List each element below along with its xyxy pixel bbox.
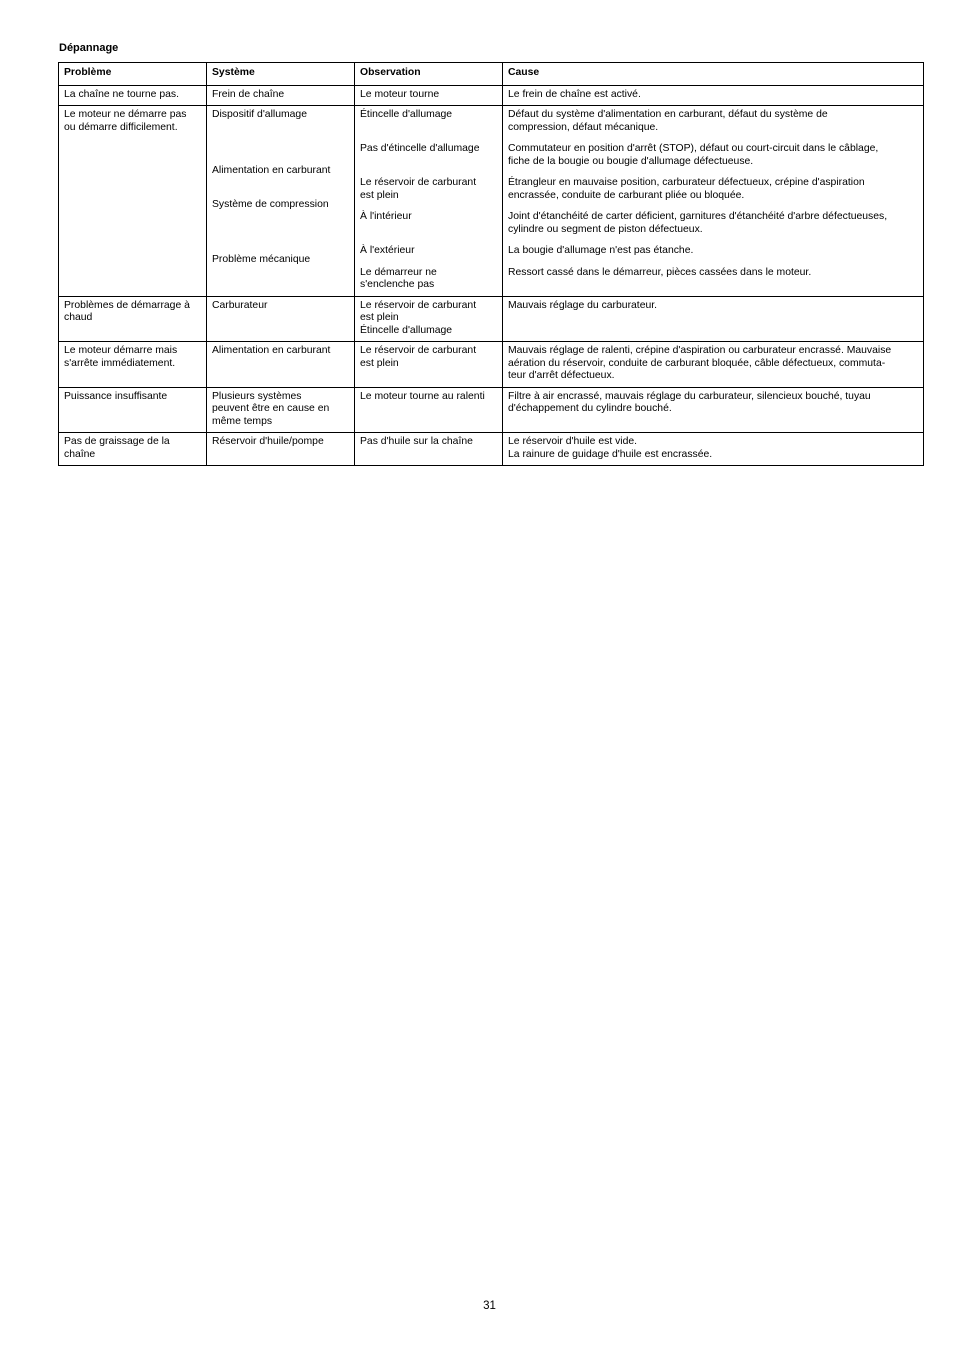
system-text: Réservoir d'huile/pompe	[212, 436, 324, 447]
observation-text: Pas d'huile sur la chaîne	[360, 436, 473, 447]
cause-text: La bougie d'allumage n'est pas étanche.	[508, 245, 694, 256]
system-text: Plusieurs systèmes peuvent être en cause en même temps	[212, 390, 330, 427]
cause-cell	[503, 106, 924, 297]
problem-cell	[59, 342, 207, 388]
cause-text: Ressort cassé dans le démarreur, pièces cassées dans le moteur.	[508, 266, 812, 278]
system-cell	[207, 387, 355, 433]
system-cell	[207, 342, 355, 388]
system-text: Frein de chaîne	[212, 88, 285, 100]
observation-cell	[355, 387, 503, 433]
observation-text: Le moteur tourne au ralenti	[360, 390, 485, 402]
page-number: 31	[483, 1300, 496, 1312]
cause-text: Mauvais réglage de ralenti, crépine d'aspiration ou carburateur encrassé. Mauvaise aération du réservoir, conduite de carburant bloquée, câble défectueux, commuta- teur d'arrêt défectueux.	[508, 345, 892, 381]
table-row	[59, 433, 924, 466]
system-text: Carburateur	[212, 299, 268, 311]
observation-text: Le réservoir de carburant est plein	[360, 345, 477, 369]
table-row	[59, 296, 924, 342]
system-text	[212, 131, 350, 156]
system-cell	[207, 106, 355, 297]
system-text: Alimentation en carburant	[212, 164, 331, 176]
table-row	[59, 106, 924, 297]
system-cell	[207, 433, 355, 466]
problem-text: Le moteur ne démarre pas ou démarre difficilement.	[64, 109, 187, 133]
problem-text: La chaîne ne tourne pas.	[64, 88, 179, 100]
observation-text: Le réservoir de carburant est plein Étincelle d'allumage	[360, 299, 477, 336]
problem-cell	[59, 433, 207, 466]
problem-cell	[59, 296, 207, 342]
header-observation: Observation	[355, 63, 503, 86]
observation-text: À l'intérieur	[360, 211, 412, 222]
section-title: Dépannage	[59, 42, 119, 54]
observation-text: Le moteur tourne	[360, 88, 440, 100]
system-cell	[207, 296, 355, 342]
problem-cell	[59, 85, 207, 106]
observation-cell	[355, 342, 503, 388]
problem-text: Problèmes de démarrage à chaud	[64, 299, 190, 323]
cause-text: Mauvais réglage du carburateur.	[508, 299, 658, 311]
observation-cell	[355, 85, 503, 106]
system-text: Problème mécanique	[212, 254, 311, 265]
cause-text: Filtre à air encrassé, mauvais réglage du carburateur, silencieux bouché, tuyau d'échappement du cylindre bouché.	[508, 390, 871, 414]
observation-cell	[355, 433, 503, 466]
header-problem: Problème	[59, 63, 207, 86]
system-text: Alimentation en carburant	[212, 345, 331, 356]
cause-cell	[503, 342, 924, 388]
problem-text: Pas de graissage de la chaîne	[64, 436, 170, 460]
observation-text: Pas d'étincelle d'allumage	[360, 143, 480, 154]
observation-text: Le réservoir de carburant est plein	[360, 177, 477, 201]
table-row	[59, 85, 924, 106]
cause-text: Étrangleur en mauvaise position, carburateur défectueux, crépine d'aspiration encrassée, conduite de carburant pliée ou bloquée.	[508, 177, 865, 201]
observation-cell	[355, 296, 503, 342]
cause-cell	[503, 296, 924, 342]
header-cause: Cause	[503, 63, 924, 86]
problem-text: Le moteur démarre mais s'arrête immédiatement.	[64, 345, 178, 369]
troubleshooting-table	[58, 62, 924, 466]
cause-text: Commutateur en position d'arrêt (STOP), défaut ou court-circuit dans le câblage, fiche de la bougie ou bougie d'allumage défectueuse.	[508, 143, 879, 167]
problem-cell	[59, 387, 207, 433]
system-text: Système de compression	[212, 198, 329, 210]
table-row	[59, 342, 924, 388]
cause-cell	[503, 85, 924, 106]
cause-text: Le réservoir d'huile est vide. La rainure de guidage d'huile est encrassée.	[508, 436, 713, 460]
cause-cell	[503, 387, 924, 433]
problem-cell	[59, 106, 207, 297]
system-cell	[207, 85, 355, 106]
header-system: Système	[207, 63, 355, 86]
observation-text: Le démarreur ne s'enclenche pas	[360, 266, 437, 290]
cause-text: Le frein de chaîne est activé.	[508, 88, 641, 100]
observation-text: À l'extérieur	[360, 245, 415, 256]
cause-text: Défaut du système d'alimentation en carburant, défaut du système de compression, défaut mécanique.	[508, 109, 828, 133]
table-header-row	[59, 63, 924, 86]
observation-text: Étincelle d'allumage	[360, 109, 453, 120]
observation-cell	[355, 106, 503, 297]
table-row	[59, 387, 924, 433]
cause-text: Joint d'étanchéité de carter déficient, garnitures d'étanchéité d'arbre défectueuses, cylindre ou segment de piston défectueux.	[508, 211, 888, 235]
cause-cell	[503, 433, 924, 466]
system-text	[212, 233, 350, 246]
problem-text: Puissance insuffisante	[64, 390, 168, 402]
system-text: Dispositif d'allumage	[212, 109, 307, 120]
